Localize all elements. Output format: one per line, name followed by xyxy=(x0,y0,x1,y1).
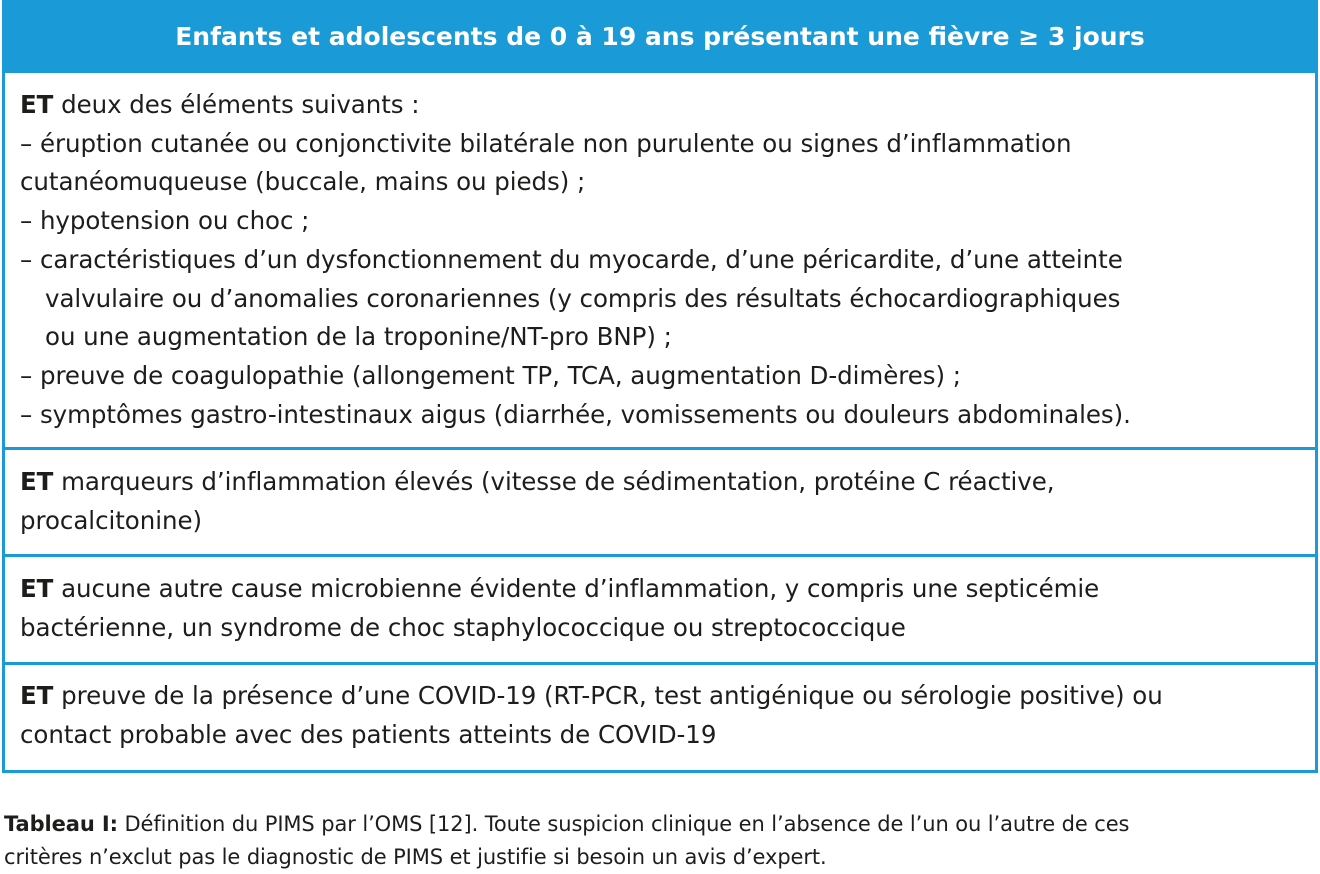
table-header-text: Enfants et adolescents de 0 à 19 ans présentant une fièvre ≥ 3 jours xyxy=(175,22,1145,51)
criteria-line: cutanéomuqueuse (buccale, mains ou pieds) ; xyxy=(20,167,586,197)
criteria-cell-2 xyxy=(2,450,1318,557)
criteria-cell-3 xyxy=(2,557,1318,665)
criteria-keyword: ET xyxy=(20,574,54,603)
caption-line-2: critères n’exclut pas le diagnostic de PIMS et justifie si besoin un avis d’expert. xyxy=(4,845,827,869)
criteria-line: – symptômes gastro-intestinaux aigus (diarrhée, vomissements ou douleurs abdominales). xyxy=(20,399,1131,429)
caption-line-1: Tableau I: Définition du PIMS par l’OMS [12]. Toute suspicion clinique en l’absence de l’un ou l’autre de ces xyxy=(4,812,1130,836)
criteria-table xyxy=(2,0,1318,773)
criteria-line: valvulaire ou d’anomalies coronariennes (y compris des résultats échocardiographiques xyxy=(45,283,1121,313)
criteria-line: ou une augmentation de la troponine/NT-pro BNP) ; xyxy=(45,322,672,352)
criteria-cell-1 xyxy=(2,73,1318,450)
criteria-line: ET aucune autre cause microbienne évidente d’inflammation, y compris une septicémie xyxy=(20,574,1100,603)
criteria-line: – caractéristiques d’un dysfonctionnement du myocarde, d’une péricardite, d’une atteinte xyxy=(20,244,1123,274)
criteria-line: ET marqueurs d’inflammation élevés (vitesse de sédimentation, protéine C réactive, xyxy=(20,467,1055,496)
criteria-line: procalcitonine) xyxy=(20,505,202,535)
criteria-line: – preuve de coagulopathie (allongement TP, TCA, augmentation D-dimères) ; xyxy=(20,360,961,390)
criteria-line: – éruption cutanée ou conjonctivite bilatérale non purulente ou signes d’inflammation xyxy=(20,128,1072,158)
criteria-cell-4 xyxy=(2,665,1318,773)
criteria-keyword: ET xyxy=(20,681,54,710)
criteria-line: bactérienne, un syndrome de choc staphylococcique ou streptococcique xyxy=(20,612,906,642)
criteria-keyword: ET xyxy=(20,90,54,119)
criteria-line: – hypotension ou choc ; xyxy=(20,206,310,236)
criteria-line: ET preuve de la présence d’une COVID-19 (RT-PCR, test antigénique ou sérologie positive) ou xyxy=(20,681,1163,710)
criteria-line: contact probable avec des patients atteints de COVID-19 xyxy=(20,719,717,749)
criteria-keyword: ET xyxy=(20,467,54,496)
table-caption xyxy=(4,808,1316,874)
table-header xyxy=(2,0,1318,73)
caption-label: Tableau I: xyxy=(4,812,118,836)
criteria-line: ET deux des éléments suivants : xyxy=(20,90,420,119)
